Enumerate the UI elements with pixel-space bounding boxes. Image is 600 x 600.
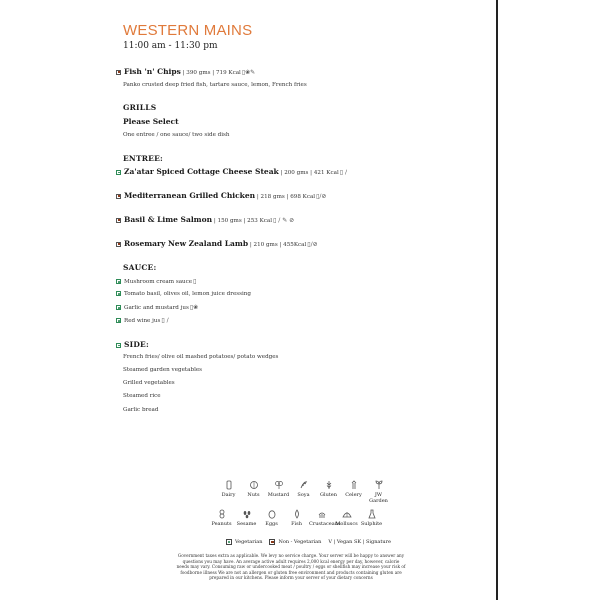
legend-label: Gluten: [319, 492, 337, 498]
entree-heading: ENTREE:: [123, 154, 163, 163]
grills-subheading: Please Select: [123, 117, 179, 126]
veg-icon: [116, 305, 121, 310]
dish-meta: | 218 gms | 698 Kcal: [255, 194, 316, 200]
veg-icon: [116, 343, 121, 348]
legend-label: Peanuts: [211, 521, 232, 527]
allergen-legend-row-1: [216, 480, 391, 504]
soya-legend: [291, 480, 316, 504]
allergen-legend-row-2: [209, 509, 384, 527]
dairy-legend: [216, 480, 241, 504]
veg-icon: [116, 170, 121, 175]
side-heading-text: SIDE:: [124, 340, 149, 349]
grills-note: One entree / one sauce/ two side dish: [123, 132, 230, 138]
service-hours: 11:00 am - 11:30 pm: [123, 41, 218, 51]
dish-meta: | 210 gms | 455Kcal: [248, 242, 307, 248]
legend-label: Mustard: [267, 492, 290, 498]
non-veg-label: Non - Vegetarian: [278, 539, 322, 545]
legend-label: Crustaceans: [309, 521, 341, 527]
veg-icon: [116, 279, 121, 284]
allergen-icons: ▯∕⊘: [316, 193, 327, 200]
sulphite-legend: [359, 509, 384, 527]
dish-meta: | 150 gms | 253 Kcal: [212, 218, 273, 224]
non-veg-icon: [116, 70, 121, 75]
sauce-name: Mushroom cream sauce: [124, 279, 193, 285]
legend-label: Molluscs: [335, 521, 358, 527]
side-item: Steamed garden vegetables: [123, 367, 203, 373]
page-edge-divider: [496, 0, 498, 600]
non-veg-icon: [116, 218, 121, 223]
legend-label: Fish: [291, 521, 302, 527]
celery-legend: [341, 480, 366, 504]
dish-name: Za'atar Spiced Cottage Cheese Steak: [124, 167, 279, 176]
sauce-item: [116, 290, 251, 299]
fish-legend: [284, 509, 309, 527]
veg-label: Vegetarian: [235, 539, 263, 545]
entree-item: [116, 191, 326, 202]
legend-label: Sesame: [236, 521, 257, 527]
diet-legend: [226, 539, 391, 545]
side-heading: [116, 340, 149, 349]
non-veg-icon: [116, 194, 121, 199]
crustacean-icon: [317, 509, 327, 519]
legend-label: Sulphite: [360, 521, 383, 527]
egg-icon: [267, 509, 277, 519]
veg-icon: [116, 291, 121, 296]
legend-label: Celery: [345, 492, 362, 498]
dish-name: Mediterranean Grilled Chicken: [124, 191, 256, 200]
soya-icon: [299, 480, 309, 490]
menu-item-fish-n-chips: [116, 67, 255, 78]
dish-description: Panko crusted deep fried fish, tartare sauce, lemon, French fries: [123, 82, 307, 88]
dish-name: Rosemary New Zealand Lamb: [124, 239, 249, 248]
legend-label: Dairy: [221, 492, 236, 498]
side-item: Grilled vegetables: [123, 380, 175, 386]
side-item: French fries/ olive oil mashed potatoes/ potato wedges: [123, 354, 279, 360]
molluscs-legend: [334, 509, 359, 527]
crustaceans-legend: [309, 509, 341, 527]
allergen-icons: ▯❀: [189, 304, 199, 311]
sauce-name: Red wine jus: [124, 318, 161, 324]
peanuts-legend: [209, 509, 234, 527]
entree-item: [116, 215, 294, 226]
disclaimer-text: Government taxes extra as applicable. We levy no service charge. Your server will be happy to answer any questions you may have. An average active adult requires 2,000 kcal energy per day, however, calorie needs may vary. Consuming raw or undercooked meat / poultry / eggs or shellfish may increase your risk of foodborne illness We are not an allergen or gluten free environment and products containing gluten are prepared in our kitchens. Please inform your server of your dietary concerns: [176, 553, 406, 581]
dish-meta: | 390 gms | 719 Kcal: [180, 70, 241, 76]
gluten-icon: [324, 480, 334, 490]
mustard-icon: [274, 480, 284, 490]
side-item: Garlic bread: [123, 407, 159, 413]
legend-label: Eggs: [265, 521, 278, 527]
gluten-legend: [316, 480, 341, 504]
nuts-legend: [241, 480, 266, 504]
dish-meta: | 200 gms | 421 Kcal: [278, 170, 339, 176]
mustard-legend: [266, 480, 291, 504]
garden-icon: [374, 480, 384, 490]
sesame-icon: [242, 509, 252, 519]
non-veg-icon: [269, 539, 275, 545]
nuts-icon: [249, 480, 259, 490]
section-title: WESTERN MAINS: [123, 22, 253, 39]
fish-icon: [292, 509, 302, 519]
legend-label: JW Garden: [369, 492, 388, 504]
vegan-signature-label: V | Vegan SK | Signature: [328, 539, 391, 545]
allergen-icons: ▯ ∕: [161, 317, 169, 324]
sauce-item: [116, 303, 198, 313]
entree-item: [116, 239, 318, 250]
veg-icon: [116, 318, 121, 323]
sauce-item: [116, 277, 196, 287]
grills-heading: GRILLS: [123, 103, 157, 112]
veg-icon: [226, 539, 232, 545]
entree-item: [116, 167, 347, 178]
eggs-legend: [259, 509, 284, 527]
allergen-icons: ▯: [193, 278, 197, 285]
celery-icon: [349, 480, 359, 490]
dish-name: Fish 'n' Chips: [124, 67, 181, 76]
legend-label: Soya: [297, 492, 310, 498]
sulphite-icon: [367, 509, 377, 519]
dairy-icon: [225, 480, 233, 490]
sauce-heading: SAUCE:: [123, 263, 157, 272]
non-veg-icon: [116, 242, 121, 247]
sesame-legend: [234, 509, 259, 527]
jw-garden-legend: [366, 480, 391, 504]
sauce-name: Tomato basil, olives oil, lemon juice dressing: [124, 291, 251, 297]
peanut-icon: [217, 509, 227, 519]
mollusc-icon: [342, 509, 352, 519]
allergen-icons: ▯∕⊘: [307, 241, 318, 248]
allergen-icons: ▯ ∕: [339, 169, 347, 176]
legend-label: Nuts: [247, 492, 260, 498]
dish-name: Basil & Lime Salmon: [124, 215, 213, 224]
allergen-icons: ▯ ∕ ✎ ⊘: [273, 217, 295, 224]
allergen-icons: ▯❀✎: [241, 69, 256, 76]
sauce-item: [116, 316, 169, 326]
side-item: Steamed rice: [123, 393, 161, 399]
sauce-name: Garlic and mustard jus: [124, 305, 189, 311]
